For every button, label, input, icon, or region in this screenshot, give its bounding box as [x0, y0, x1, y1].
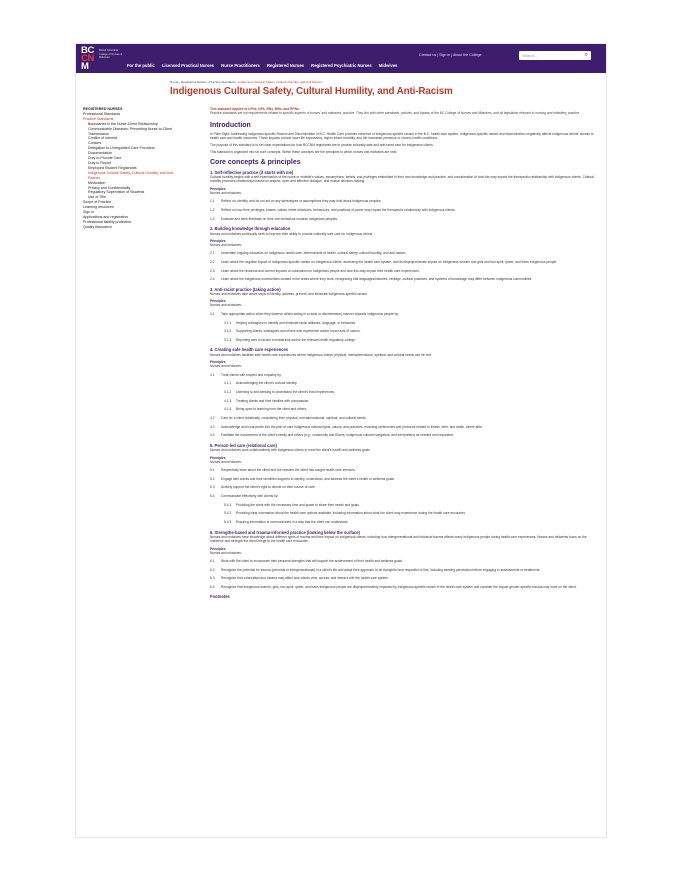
principle-item: [210, 336, 600, 345]
principles-label: Principles: [210, 299, 226, 304]
principle-number: 2.3: [210, 268, 215, 273]
sidebar-items: [83, 112, 203, 230]
sidebar-item[interactable]: Consent: [88, 141, 102, 146]
principle-text: Reflect on how their privileges, biases, values, belief structures, behaviours, and positions of power may impact the therapeutic relationship with Indigenous clients.: [221, 207, 456, 212]
principle-item: [210, 379, 600, 388]
principle-item: [210, 388, 600, 397]
concept-section: [210, 287, 600, 345]
nurses-midwives-label: Nurses and midwives:: [210, 190, 242, 195]
principle-item: [210, 414, 600, 423]
sidebar-item[interactable]: Practice Standards: [83, 116, 114, 121]
principle-item: [210, 566, 600, 575]
principle-number: 4.1.3: [224, 398, 232, 403]
scope-applies: This standard applies to LPNs, NPs, RNs, RMs, and RPNs.: [210, 107, 300, 111]
sidebar-item[interactable]: Scope of Practice: [83, 200, 112, 205]
principle-item: [210, 423, 600, 432]
principle-number: 4.1.1: [224, 381, 232, 386]
logo-letters-2: CN: [81, 53, 94, 64]
top-navigation: [76, 44, 606, 73]
nurses-midwives-label: Nurses and midwives:: [210, 459, 242, 464]
principle-text: Reporting acts of racism to leadership and/or the relevant health regulatory college.: [236, 337, 356, 342]
principle-text: Undertake ongoing education on Indigenous health care, determinants of health, cultural safety, cultural humility, and anti-racism.: [221, 251, 407, 256]
principle-text: Actively support the client's right to decide on their course of care.: [221, 485, 316, 490]
principle-number: 3.1: [210, 311, 215, 316]
concept-title: 4. Creating safe health care experiences: [210, 347, 289, 353]
sidebar-item[interactable]: Indigenous Cultural Safety, Cultural Humility, and Anti-: [88, 170, 174, 175]
sidebar-item[interactable]: Racism: [88, 175, 100, 180]
principle-item: [210, 405, 600, 414]
principle-item: [210, 318, 600, 327]
principle-number: 5.4.1: [224, 502, 232, 507]
principle-number: 5.1: [210, 468, 215, 473]
principle-number: 5.4: [210, 494, 215, 499]
principle-text: Respectfully learn about the client and the reasons the client has sought health care services.: [221, 468, 356, 473]
principle-item: [210, 327, 600, 336]
logo-letters-3: M: [81, 61, 89, 72]
principle-item: [210, 214, 600, 223]
principles-label: Principles: [210, 186, 226, 191]
concept-description: Nurses and midwives work collaboratively with Indigenous clients to meet the client's health and wellness goals.: [210, 448, 371, 453]
principle-text: Treat clients with respect and empathy by:: [221, 372, 282, 377]
principle-text: Evaluate and seek feedback on their own behaviour towards Indigenous peoples.: [221, 216, 338, 221]
separator: |: [437, 53, 439, 57]
principle-item: [210, 475, 600, 484]
main-nav-links: [127, 63, 403, 68]
browser-page: [75, 43, 607, 838]
principle-text: Communicate effectively with clients by:: [221, 494, 279, 499]
sidebar-item[interactable]: Quality Assurance: [83, 224, 112, 229]
principle-number: 6.4: [210, 585, 215, 590]
principle-item: [210, 583, 600, 592]
principle-text: Learn about the Indigenous communities located in the areas where they work, recognizing that languages/histories, heritage, cultural practices, and systems of knowledge may differ between Indigenous communities.: [221, 277, 533, 282]
principle-number: 4.2: [210, 416, 215, 421]
principle-number: 3.1.1: [224, 320, 232, 325]
nav-link-rn[interactable]: Registered Nurses: [266, 63, 304, 68]
principle-text: Care for a client holistically, considering their physical, mental/emotional, spiritual, and cultural needs.: [221, 416, 367, 421]
principle-text: Take appropriate action when they observe others acting in a racist or discriminatory manner towards Indigenous people by:: [221, 311, 399, 316]
principle-item: [210, 431, 600, 440]
intro-paragraph-1: In Plain Sight: Addressing Indigenous-specific Racism and Discrimination in B.C. Health Care provides evidence of Indigenous-specific racism in the B.C. health care system. Indigenous-specific racism and discrimination negatively affects Indigenous clients' access to health care and health outcomes. These impacts include lower life expectancy, higher infant mortality, and the increased presence of chronic health conditions.: [210, 131, 594, 140]
principles-label: Principles: [210, 360, 226, 365]
principle-item: [210, 466, 600, 475]
sidebar: [83, 107, 203, 230]
nav-link-rpn[interactable]: Registered Psychiatric Nurses: [311, 63, 372, 68]
principle-number: 5.3: [210, 485, 215, 490]
principle-text: Reflect on, identify, and do not act on any stereotypes or assumptions they may hold about Indigenous peoples.: [221, 199, 382, 204]
principle-text: Being open to learning from the client and others.: [236, 407, 308, 412]
concept-title: 1. Self-reflective practice (it starts with me): [210, 169, 294, 175]
sidebar-item[interactable]: Duty to Provide Care: [88, 156, 122, 161]
principle-item: [210, 509, 600, 518]
principles-label: Principles: [210, 455, 226, 460]
nav-link-public[interactable]: For the public: [127, 63, 155, 68]
separator: |: [451, 53, 453, 57]
main-content: [210, 107, 600, 599]
logo-letters-1: BC: [81, 45, 94, 56]
principles-label: Principles: [210, 238, 226, 243]
concept-title: 2. Building knowledge through education: [210, 226, 291, 232]
principle-text: Listening to and seeking to understand the client's lived experiences.: [236, 390, 335, 394]
about-link[interactable]: About the College: [452, 53, 482, 57]
concept-section: [210, 443, 600, 527]
sidebar-item[interactable]: Learning resources: [83, 205, 114, 210]
principle-number: 4.1.2: [224, 390, 232, 394]
principle-item: [210, 574, 600, 583]
principle-text: Ensuring information is communicated in a way that the client can understand.: [236, 520, 349, 525]
principle-number: 1.3: [210, 216, 215, 221]
sidebar-item[interactable]: Communicable Diseases: Preventing Nurse-to-Client: [88, 126, 173, 131]
bccnm-logo[interactable]: [81, 47, 127, 70]
principle-item: [210, 197, 600, 206]
search-placeholder: Search...: [522, 53, 539, 58]
scope-note: Practice standards set out requirements related to specific aspects of nurses' and midwives' practice. They link with other standards, policies, and bylaws of the BC College of Nurses and Midwives, and all legislation relevant to nursing and midwifery practice.: [210, 111, 581, 116]
principle-number: 3.1.3: [224, 337, 232, 342]
principle-item: [210, 266, 600, 275]
principle-item: [210, 396, 600, 405]
principle-item: [210, 492, 600, 501]
sidebar-item[interactable]: Use of Title: [88, 195, 106, 200]
principle-number: 4.3: [210, 424, 215, 429]
principle-text: Supporting clients, colleagues and others who experience and/or report acts of racism.: [236, 329, 361, 334]
principle-number: 4.1.4: [224, 407, 232, 412]
principle-number: 5.4.3: [224, 520, 232, 525]
intro-heading: Introduction: [210, 121, 251, 129]
breadcrumb-rn[interactable]: Registered Nurses: [181, 80, 207, 84]
search-input[interactable]: [519, 51, 591, 60]
search-icon[interactable]: ⌕: [584, 52, 588, 58]
sidebar-item[interactable]: Documentation: [88, 151, 113, 156]
core-concepts-heading: Core concepts & principles: [210, 158, 301, 166]
principle-text: Acknowledge and incorporate into the plan of care Indigenous cultural rights, values, and practices, including ceremonies and protocols related to illness, birth, and death, where able.: [221, 424, 483, 429]
logo-text: British Columbia College of Nurses & Midwives: [99, 49, 123, 60]
sidebar-item[interactable]: Professional liability protection: [83, 219, 132, 224]
sidebar-item[interactable]: Conflict of Interest: [88, 136, 117, 141]
concepts-list: [210, 170, 600, 592]
breadcrumb-home[interactable]: Home: [170, 80, 179, 84]
principle-text: Recognize that colonialism and trauma may affect how clients view, access, and interact with the health care system.: [221, 576, 389, 581]
utility-links: [419, 53, 481, 57]
sidebar-item[interactable]: Privacy and Confidentiality: [88, 185, 131, 190]
principle-number: 3.1.2: [224, 329, 232, 334]
contact-us-link[interactable]: Contact us: [419, 53, 437, 57]
concept-description: Cultural humility begins with a self-examination of the nurse or midwife's values, assumptions, beliefs, and privileges embedded in their own knowledge and practice, and consideration of how this may impact the therapeutic relationship with Indigenous clients. Cultural humility promotes relationships based on respect, open and effective dialogue, and mutual decision-making.: [210, 175, 594, 184]
concept-description: Nurses and midwives have knowledge about different types of trauma and their impact on Indigenous clients, including how intergenerational and historical trauma affects many Indigenous people during health care experiences. Nurses and midwives focus on the resilience and strength the client brings to the health care encounter.: [210, 534, 587, 544]
concept-section: [210, 530, 600, 592]
breadcrumb-practice-standards[interactable]: Practice Standards: [209, 80, 236, 84]
principle-number: 6.2: [210, 567, 215, 572]
principle-text: Facilitate the involvement of the client's family and others (e.g., community and Elders, Indigenous cultural navigators, and interpreters) as needed and requested.: [221, 433, 454, 438]
principle-item: [210, 557, 600, 566]
principle-text: Acknowledging the client's cultural identity.: [236, 381, 298, 386]
sign-in-link[interactable]: Sign in: [439, 53, 451, 57]
sidebar-item[interactable]: Sign in: [83, 210, 94, 215]
sidebar-item[interactable]: Boundaries in the Nurse-Client Relationship: [88, 121, 158, 126]
concept-description: Nurses and midwives continually seek to improve their ability to provide culturally safe care for Indigenous clients.: [210, 231, 374, 236]
concept-title: 3. Anti-racist practice (taking action): [210, 286, 281, 292]
principle-number: 2.1: [210, 251, 215, 256]
principle-number: 5.2: [210, 476, 215, 481]
page-title: Indigenous Cultural Safety, Cultural Humility, and Anti-Racism: [170, 86, 453, 97]
principle-number: 4.4: [210, 433, 215, 438]
principle-item: [210, 501, 600, 510]
principle-text: Providing clear information about the health care options available, including information about what the client may experience during the health care encounter.: [236, 511, 466, 516]
nurses-midwives-label: Nurses and midwives:: [210, 364, 242, 369]
principle-text: Recognize the potential for trauma (personal or intergenerational) in a client's life and adapt their approach to be thoughtful and respectful of this, including seeking permission before engaging in assessments or treatments.: [221, 567, 541, 572]
concept-title: 6. Strengths-based and trauma-informed practice (looking below the surface): [210, 529, 360, 535]
concept-description: Nurses and midwives facilitate safe health care experiences where Indigenous clients' physical, mental/emotional, spiritual, and cultural needs can be met.: [210, 352, 432, 357]
breadcrumb: Home › Registered Nurses › Practice Standards › Indigenous Cultural Safety, Cultural Humility, and Anti-Racism: [170, 80, 323, 84]
nav-link-lpn[interactable]: Licensed Practical Nurses: [161, 63, 214, 68]
logo-monogram: [81, 47, 94, 71]
principle-text: Helping colleagues to identify and eliminate racist attitudes, language, or behaviour.: [236, 320, 357, 325]
principle-text: Recognize that Indigenous women, girls, two-spirit, queer, and trans Indigenous people are disproportionately impacted by Indigenous-specific racism in the health care system and consider the impact gender-specific trauma may have on the client.: [221, 585, 577, 590]
principle-number: 1.1: [210, 199, 215, 204]
concept-title: 5. Person-led care (relational care): [210, 442, 277, 448]
principle-number: 2.4: [210, 277, 215, 282]
sidebar-item[interactable]: Transmission: [88, 131, 110, 136]
intro-paragraph-2: The purpose of this standard is to set clear expectations for how BCCNM registrants are to provide culturally safe and anti-racist care for Indigenous clients.: [210, 143, 434, 148]
principle-item: [210, 206, 600, 215]
sidebar-item[interactable]: Employed Student Registrants: [88, 165, 137, 170]
principle-item: [210, 258, 600, 267]
principle-item: [210, 275, 600, 284]
sidebar-item[interactable]: Applications and registration: [83, 214, 129, 219]
principle-number: 1.2: [210, 207, 215, 212]
sidebar-item[interactable]: Medication: [88, 180, 106, 185]
concept-section: [210, 170, 600, 223]
nurses-midwives-label: Nurses and midwives:: [210, 303, 242, 308]
principle-number: 6.1: [210, 559, 215, 564]
intro-paragraph-3: This standard is organized into six core concepts. Within these concepts are the principles to which nurses and midwives are held.: [210, 150, 398, 155]
principle-item: [210, 249, 600, 258]
nav-link-np[interactable]: Nurse Practitioners: [221, 63, 260, 68]
principle-text: Treating clients and their families with compassion.: [236, 398, 310, 403]
sidebar-item[interactable]: Delegation to Unregulated Care Providers: [88, 146, 155, 151]
principle-number: 4.1: [210, 372, 215, 377]
sidebar-header: REGISTERED NURSES: [83, 107, 123, 111]
principle-text: Engage with clients and their identified supports to identify, understand, and address the client's health or wellness goals.: [221, 476, 395, 481]
nurses-midwives-label: Nurses and midwives:: [210, 242, 242, 247]
principle-item: [210, 518, 600, 527]
concept-description: Nurses and midwives take active steps to identify, address, prevent, and eliminate Indigenous-specific racism.: [210, 292, 368, 297]
principle-text: Work with the client to incorporate their personal strengths that will support the achievement of their health and wellness goals.: [221, 559, 403, 564]
principle-item: [210, 370, 600, 379]
nurses-midwives-label: Nurses and midwives:: [210, 550, 242, 555]
principle-number: 2.2: [210, 259, 215, 264]
sidebar-item[interactable]: Professional Standards: [83, 111, 121, 116]
principles-label: Principles: [210, 546, 226, 551]
principle-item: [210, 310, 600, 319]
concept-section: [210, 347, 600, 439]
sidebar-item[interactable]: Duty to Report: [88, 160, 112, 165]
principle-text: Learn about the negative impact of Indigenous-specific racism on Indigenous clients' accessing the health care system, and its disproportionate impact on Indigenous women and girls and two-spirit, queer, and trans Indigenous people.: [221, 259, 558, 264]
principle-text: Learn about the historical and current impacts of colonialism on Indigenous people and how this may impact their health care experiences.: [221, 268, 420, 273]
footnotes-heading: Footnotes: [210, 593, 230, 599]
nav-link-midwives[interactable]: Midwives: [378, 63, 398, 68]
principle-item: [210, 483, 600, 492]
principle-number: 5.4.2: [224, 511, 232, 516]
principle-text: Providing the client with the necessary time and space to share their needs and goals.: [236, 502, 360, 507]
breadcrumb-current: Indigenous Cultural Safety, Cultural Humility, and Anti-Racism: [238, 80, 323, 84]
sidebar-item[interactable]: Regulatory Supervision of Students: [88, 190, 145, 195]
principle-number: 6.3: [210, 576, 215, 581]
concept-section: [210, 226, 600, 284]
